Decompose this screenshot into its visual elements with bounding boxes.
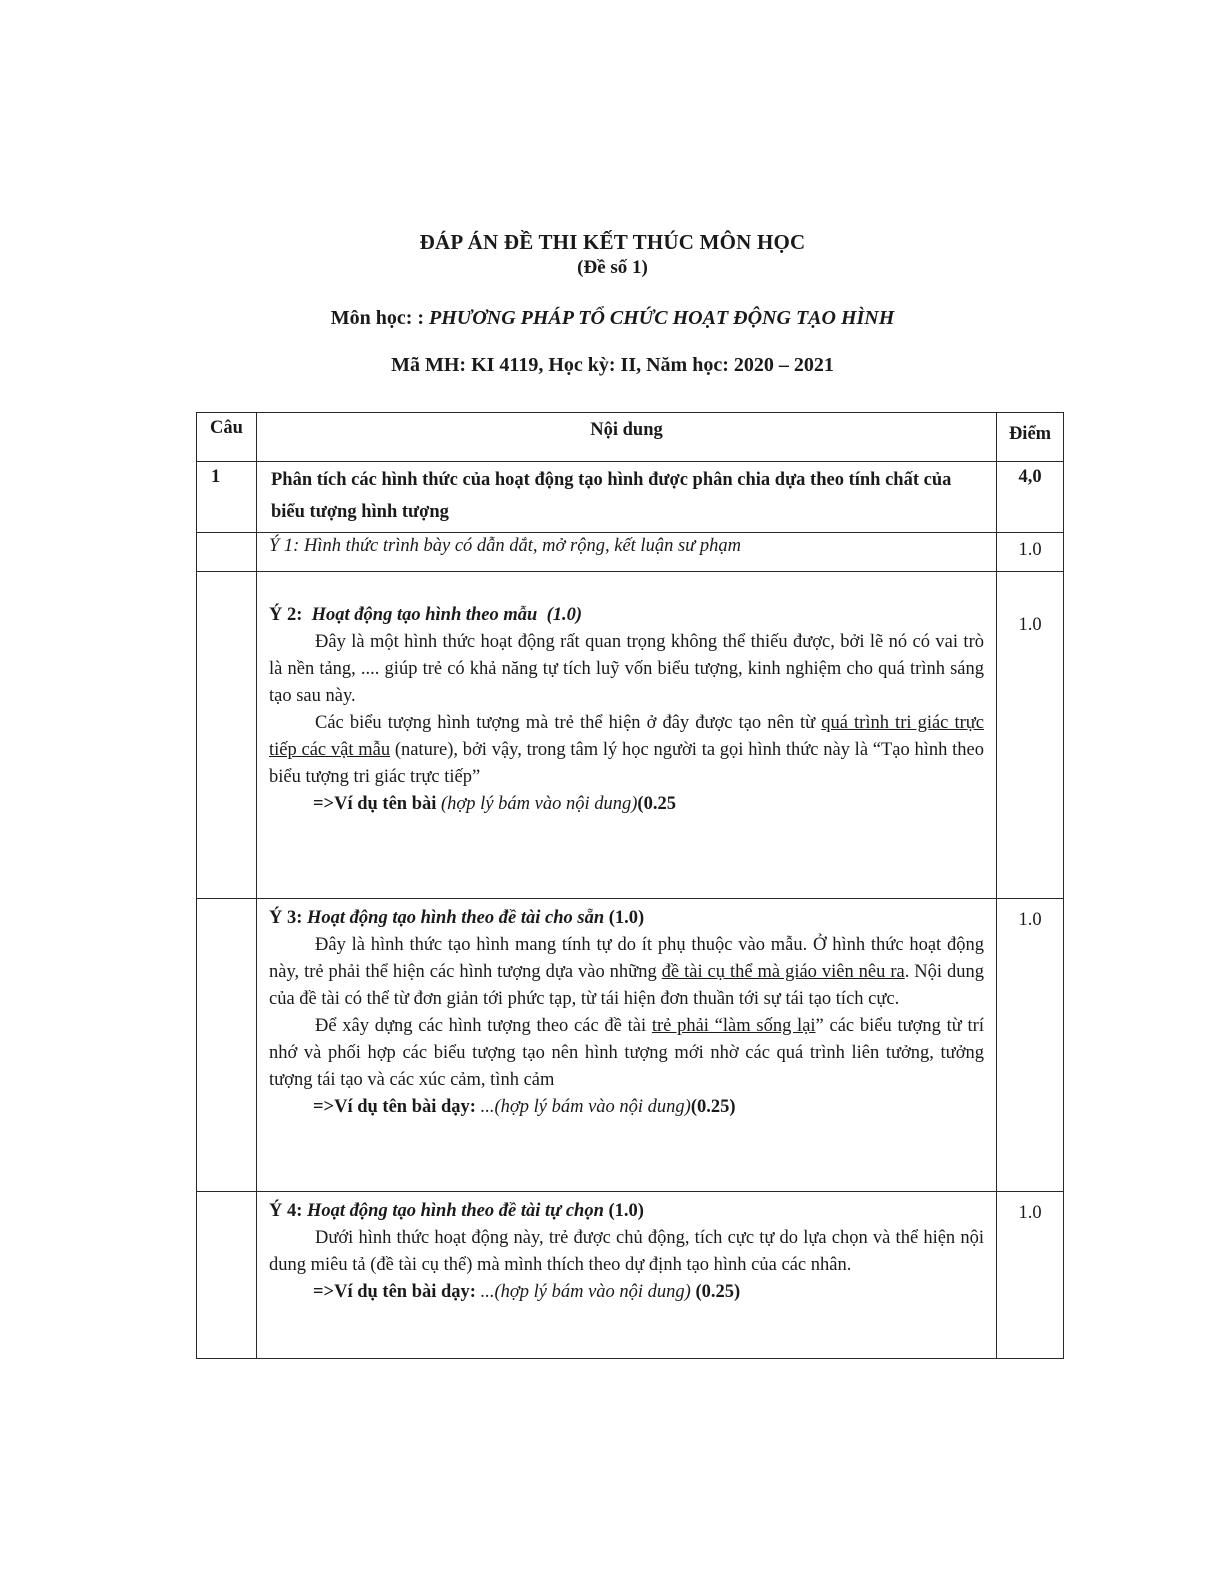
y1-text: Ý 1: Hình thức trình bày có dẫn dắt, mở rộng, kết luận sư phạm bbox=[257, 533, 997, 572]
y3-paragraph-2 bbox=[269, 1013, 984, 1094]
y2-p2-part-b: (nature), bởi vậy, trong tâm lý học người ta gọi hình thức này là “Tạo hình theo biểu tượng tri giác trực tiếp” bbox=[269, 740, 985, 787]
y4-example-note: ...(hợp lý bám vào nội dung) bbox=[475, 1282, 691, 1302]
empty-cell bbox=[197, 1192, 257, 1359]
y3-p2-part-a: Để xây dựng các hình tượng theo các đề tài bbox=[315, 1016, 652, 1036]
column-header-cau: Câu bbox=[197, 413, 257, 462]
y2-paragraph-1: Đây là một hình thức hoạt động rất quan trọng không thể thiếu được, bởi lẽ nó có vai trò là nền tảng, .... giúp trẻ có khả năng tự tích luỹ vốn biểu tượng, kinh nghiệm cho quá trình sáng tạo sau này. bbox=[269, 632, 984, 706]
y2-label-prefix: Ý 2: bbox=[269, 605, 303, 625]
column-header-diem: Điểm bbox=[997, 413, 1064, 462]
y2-paragraph-2 bbox=[269, 710, 984, 791]
y4-heading bbox=[269, 1198, 984, 1225]
y3-label-score: (1.0) bbox=[608, 908, 645, 928]
y3-example-label: =>Ví dụ tên bài dạy: bbox=[313, 1097, 476, 1117]
y2-p2-part-a: Các biểu tượng hình tượng mà trẻ thể hiện ở đây được tạo nên từ bbox=[315, 713, 822, 733]
y3-p1-part-b: . Nội dung của đề tài có thể từ đơn giản tới phức tạp, từ tái hiện đơn thuần tới sự tái tạo tích cực. bbox=[269, 962, 985, 1009]
y2-example-note: (hợp lý bám vào nội dung) bbox=[441, 794, 638, 814]
y3-p2-part-b: ” các biểu tượng từ trí nhớ và phối hợp các biểu tượng tạo nên hình tượng mới nhờ các quá trình liên tưởng, tưởng tượng tái tạo và các xúc cảm, tình cảm bbox=[269, 1016, 984, 1090]
y2-label-title: Hoạt động tạo hình theo mẫu bbox=[311, 605, 538, 625]
y2-p2-underlined: quá trình tri giác trực tiếp các vật mẫu bbox=[269, 713, 984, 760]
y4-example-score: (0.25) bbox=[690, 1282, 741, 1302]
y3-p1-underlined: đề tài cụ thể mà giáo viên nêu ra bbox=[661, 962, 905, 982]
y4-paragraph-1: Dưới hình thức hoạt động này, trẻ được chủ động, tích cực tự do lựa chọn và thể hiện nội dung miêu tả (đề tài cụ thể) mà mình thích theo dự định tạo hình của các nhân. bbox=[269, 1228, 984, 1275]
document-title: ĐÁP ÁN ĐỀ THI KẾT THÚC MÔN HỌC bbox=[419, 230, 806, 254]
y4-example bbox=[269, 1279, 984, 1306]
table-header-row bbox=[197, 413, 1064, 462]
y2-example-label: =>Ví dụ tên bài bbox=[313, 794, 437, 814]
y3-paragraph-1 bbox=[269, 932, 984, 1013]
subject-name: PHƯƠNG PHÁP TỔ CHỨC HOẠT ĐỘNG TẠO HÌNH bbox=[429, 307, 895, 329]
y2-heading bbox=[269, 602, 984, 629]
table-row bbox=[197, 1192, 1064, 1359]
subject-label: Môn học: : bbox=[330, 307, 425, 329]
document-subtitle: (Đề số 1) bbox=[577, 257, 648, 278]
y3-label-title: Hoạt động tạo hình theo đề tài cho sẵn bbox=[307, 908, 605, 928]
y4-points: 1.0 bbox=[997, 1192, 1064, 1359]
empty-cell bbox=[197, 533, 257, 572]
y2-example bbox=[269, 791, 984, 818]
y3-example-score: (0.25) bbox=[690, 1097, 736, 1117]
y4-example-label: =>Ví dụ tên bài dạy: bbox=[313, 1282, 476, 1302]
table-row bbox=[197, 899, 1064, 1192]
y1-points: 1.0 bbox=[997, 533, 1064, 572]
question-number: 1 bbox=[197, 462, 257, 533]
y3-p2-underlined: trẻ phải “làm sống lại bbox=[651, 1016, 816, 1036]
y3-content bbox=[257, 899, 997, 1192]
empty-cell bbox=[197, 572, 257, 899]
question-row bbox=[197, 462, 1064, 533]
subject-line bbox=[0, 307, 1225, 330]
y3-p1-part-a: Đây là hình thức tạo hình mang tính tự do ít phụ thuộc vào mẫu. Ở hình thức hoạt động này, trẻ phải thể hiện các hình tượng dựa vào những bbox=[269, 935, 984, 982]
answer-table bbox=[196, 412, 1064, 1359]
y2-label-score: (1.0) bbox=[546, 605, 583, 625]
y4-label-prefix: Ý 4: bbox=[269, 1201, 303, 1221]
y4-label-title: Hoạt động tạo hình theo đề tài tự chọn bbox=[307, 1201, 604, 1221]
y2-points: 1.0 bbox=[997, 572, 1064, 899]
y3-label-prefix: Ý 3: bbox=[269, 908, 303, 928]
y3-example-note: ...(hợp lý bám vào nội dung) bbox=[475, 1097, 691, 1117]
column-header-noi-dung: Nội dung bbox=[257, 413, 997, 462]
y4-content bbox=[257, 1192, 997, 1359]
y2-content bbox=[257, 572, 997, 899]
table-row bbox=[197, 572, 1064, 899]
y3-points: 1.0 bbox=[997, 899, 1064, 1192]
course-info-line: Mã MH: KI 4119, Học kỳ: II, Năm học: 2020 – 2021 bbox=[391, 354, 834, 376]
y2-example-score: (0.25 bbox=[637, 794, 676, 814]
question-text: Phân tích các hình thức của hoạt động tạo hình được phân chia dựa theo tính chất của biểu tượng hình tượng bbox=[257, 462, 997, 533]
question-points: 4,0 bbox=[997, 462, 1064, 533]
empty-cell bbox=[197, 899, 257, 1192]
y3-example bbox=[269, 1094, 984, 1121]
table-row bbox=[197, 533, 1064, 572]
y3-heading bbox=[269, 905, 984, 932]
y4-label-score: (1.0) bbox=[608, 1201, 644, 1221]
